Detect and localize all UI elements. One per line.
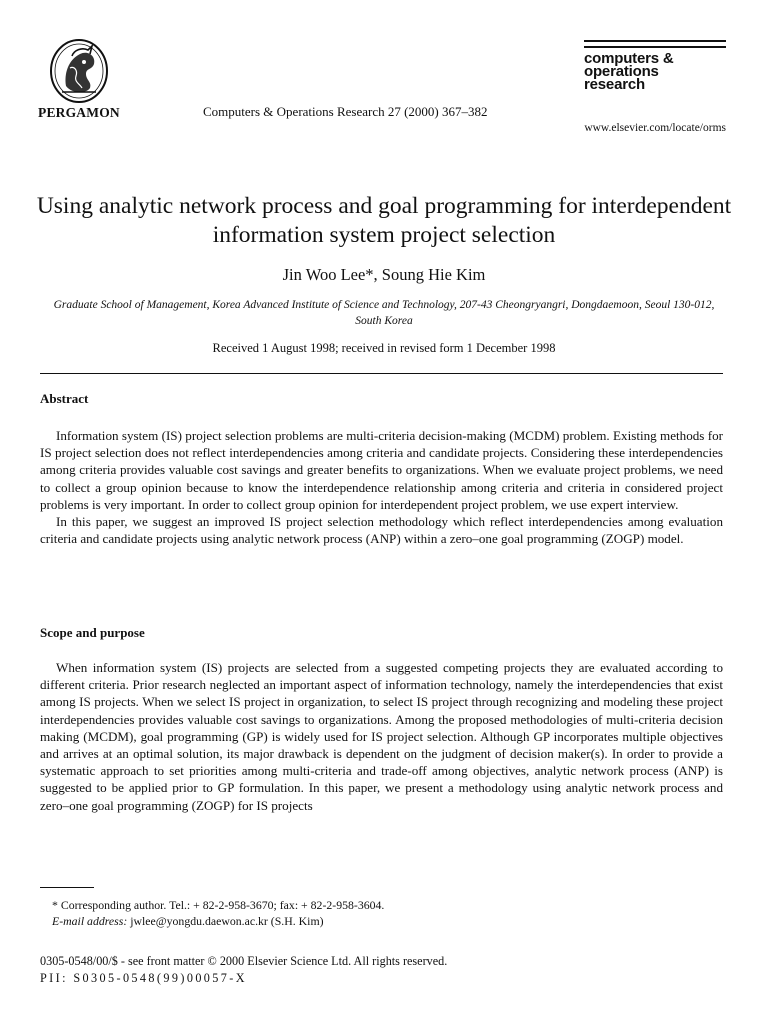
brand-rule: [584, 40, 726, 42]
pii-line: PII: S0305-0548(99)00057-X: [40, 971, 247, 985]
email-address[interactable]: jwlee@yongdu.daewon.ac.kr (S.H. Kim): [130, 914, 324, 928]
footnote-rule: [40, 887, 94, 888]
scope-paragraph: When information system (IS) projects are selected from a suggested competing projects they are evaluated according to different criteria. Prior research neglected an important aspect of information technology, namely the interdependencies that exist among IS projects. When we select IS project in organization, to select IS project through recognizing and modeling these project interdependencies provides valuable cost savings to organizations. Among the proposed methodologies of multi-criteria decision making (MCDM), goal programming (GP) is widely used for IS project selection. Although GP incorporates multiple objectives and arrives at an optimal solution, its major drawback is dependent on the judgment of decision maker(s). In order to provide a systematic approach to set priorities among multi-criteria and trade-off among objectives, analytic network process (ANP) is suggested to be applied prior to GP formulation. In this paper, we present a methodology using analytic network process and zero–one goal programming (ZOGP) for IS projects: [40, 660, 723, 813]
journal-url[interactable]: www.elsevier.com/locate/orms: [584, 122, 726, 134]
received-dates: Received 1 August 1998; received in revised form 1 December 1998: [212, 341, 556, 355]
scope-body: [40, 659, 723, 814]
email-line: [52, 913, 384, 929]
brand-rule: [584, 46, 726, 48]
journal-brand-name: computers & operations research: [584, 50, 674, 93]
corresponding-author-note: * Corresponding author. Tel.: + 82-2-958-3670; fax: + 82-2-958-3604.: [52, 898, 385, 912]
pergamon-logo: [48, 38, 110, 104]
article-authors: Jin Woo Lee*, Soung Hie Kim: [282, 265, 486, 284]
article-title: Using analytic network process and goal programming for interdependent information system project selection: [36, 193, 732, 248]
abstract-body: [40, 427, 723, 547]
email-label: E-mail address:: [52, 914, 128, 928]
scope-heading: Scope and purpose: [40, 625, 145, 640]
copyright-block: [40, 953, 447, 987]
footnote: [52, 897, 384, 929]
pergamon-emblem-icon: [48, 38, 110, 104]
journal-reference: Computers & Operations Research 27 (2000) 367–382: [203, 104, 488, 119]
publisher-name: PERGAMON: [38, 105, 120, 120]
abstract-heading: Abstract: [40, 391, 89, 406]
author-affiliation: Graduate School of Management, Korea Advanced Institute of Science and Technology, 207-43 Cheongryangri, Dongdaemoon, Seoul 130-012, South Korea: [53, 299, 715, 327]
copyright-line: 0305-0548/00/$ - see front matter © 2000 Elsevier Science Ltd. All rights reserved.: [40, 954, 448, 968]
abstract-paragraph: In this paper, we suggest an improved IS project selection methodology which reflect interdependencies among evaluation criteria and candidate projects using analytic network process (ANP) within a zero–one goal programming (ZOGP) model.: [40, 514, 723, 547]
section-divider: [40, 373, 723, 374]
abstract-paragraph: Information system (IS) project selection problems are multi-criteria decision-making (MCDM) problem. Existing methods for IS project selection does not reflect interdependencies among criteria and candidate projects. Considering these interdependencies among criteria provides valuable cost savings and greater benefits to organizations. When we evaluate project problems, we need to collect a group opinion because to know the interdependence relationship among criteria and criteria in considered project problems is very important. In order to collect group opinion for interdependent project problem, we use expert interview.: [40, 428, 723, 512]
journal-brand: [584, 40, 726, 91]
